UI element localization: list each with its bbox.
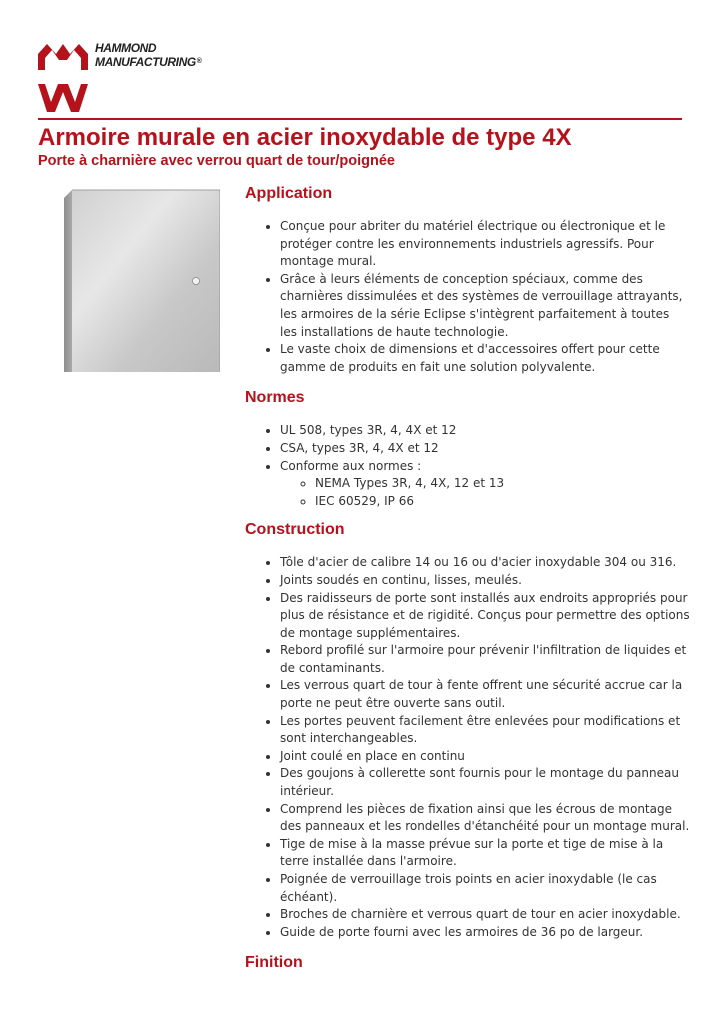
list-item: • Les portes peuvent facilement être enlevées pour modifications et sont interchangeables. [280,713,690,748]
list-item: • Conçue pour abriter du matériel électrique ou électronique et le protéger contre les environnements industriels agressifs. Pour montage mural. [280,218,690,271]
list-item: • Des raidisseurs de porte sont installés aux endroits appropriés pour plus de résistance et de rigidité. Conçus pour permettre des options de montage supplémentaires. [280,590,690,643]
list-item: • Poignée de verrouillage trois points en acier inoxydable (le cas échéant). [280,871,690,906]
list-item: • Les verrous quart de tour à fente offrent une sécurité accrue car la porte ne peut être ouverte sans outil. [280,677,690,712]
content [245,184,690,973]
title-divider [38,118,682,120]
brand-line-1: HAMMOND [95,41,157,55]
enclosure-product-image [58,186,220,382]
section-title-normes: Normes [245,389,305,407]
list-item: • Des goujons à collerette sont fournis pour le montage du panneau intérieur. [280,765,690,800]
list-item: • Tôle d'acier de calibre 14 ou 16 ou d'acier inoxydable 304 ou 316. [280,554,690,572]
list-item: • Broches de charnière et verrous quart de tour en acier inoxydable. [280,906,690,924]
list-item: • UL 508, types 3R, 4, 4X et 12 [280,422,690,440]
brand-line-2: MANUFACTURING [95,55,196,69]
sub-list-item: ◦ NEMA Types 3R, 4, 4X, 12 et 13 [315,475,690,493]
list-item: • Joints soudés en continu, lisses, meulés. [280,572,690,590]
list-item-label: Conforme aux normes : [280,458,422,473]
section-title-application: Application [245,185,333,202]
normes-list [245,422,690,510]
list-item: • Guide de porte fourni avec les armoires de 36 po de largeur. [280,924,690,942]
normes-sublist [280,475,690,510]
page-title: Armoire murale en acier inoxydable de type 4X [38,124,572,151]
section-title-construction: Construction [245,521,345,539]
section-title-finition: Finition [245,954,303,972]
hammond-logo-icon [38,40,88,112]
list-item: • Comprend les pièces de fixation ainsi que les écrous de montage des panneaux et les rondelles d'étanchéité pour un montage mural. [280,801,690,836]
application-list [245,218,690,376]
list-item: • CSA, types 3R, 4, 4X et 12 [280,440,690,458]
brand-wordmark [95,41,202,69]
list-item: • Tige de mise à la masse prévue sur la porte et tige de mise à la terre installée dans l'armoire. [280,836,690,871]
sub-list-item: ◦ IEC 60529, IP 66 [315,493,690,511]
list-item [280,458,690,511]
header [38,40,678,114]
list-item: • Joint coulé en place en continu [280,748,690,766]
brand-registered: ® [196,58,202,65]
list-item: • Le vaste choix de dimensions et d'accessoires offert pour cette gamme de produits en fait une solution polyvalente. [280,341,690,376]
construction-list [245,554,690,941]
list-item: • Grâce à leurs éléments de conception spéciaux, comme des charnières dissimulées et des systèmes de verrouillage attrayants, les armoires de la série Eclipse s'intègrent parfaitement à toutes les installations de haute technologie. [280,271,690,341]
list-item: • Rebord profilé sur l'armoire pour prévenir l'infiltration de liquides et de contaminants. [280,642,690,677]
page-subtitle: Porte à charnière avec verrou quart de tour/poignée [38,153,395,169]
